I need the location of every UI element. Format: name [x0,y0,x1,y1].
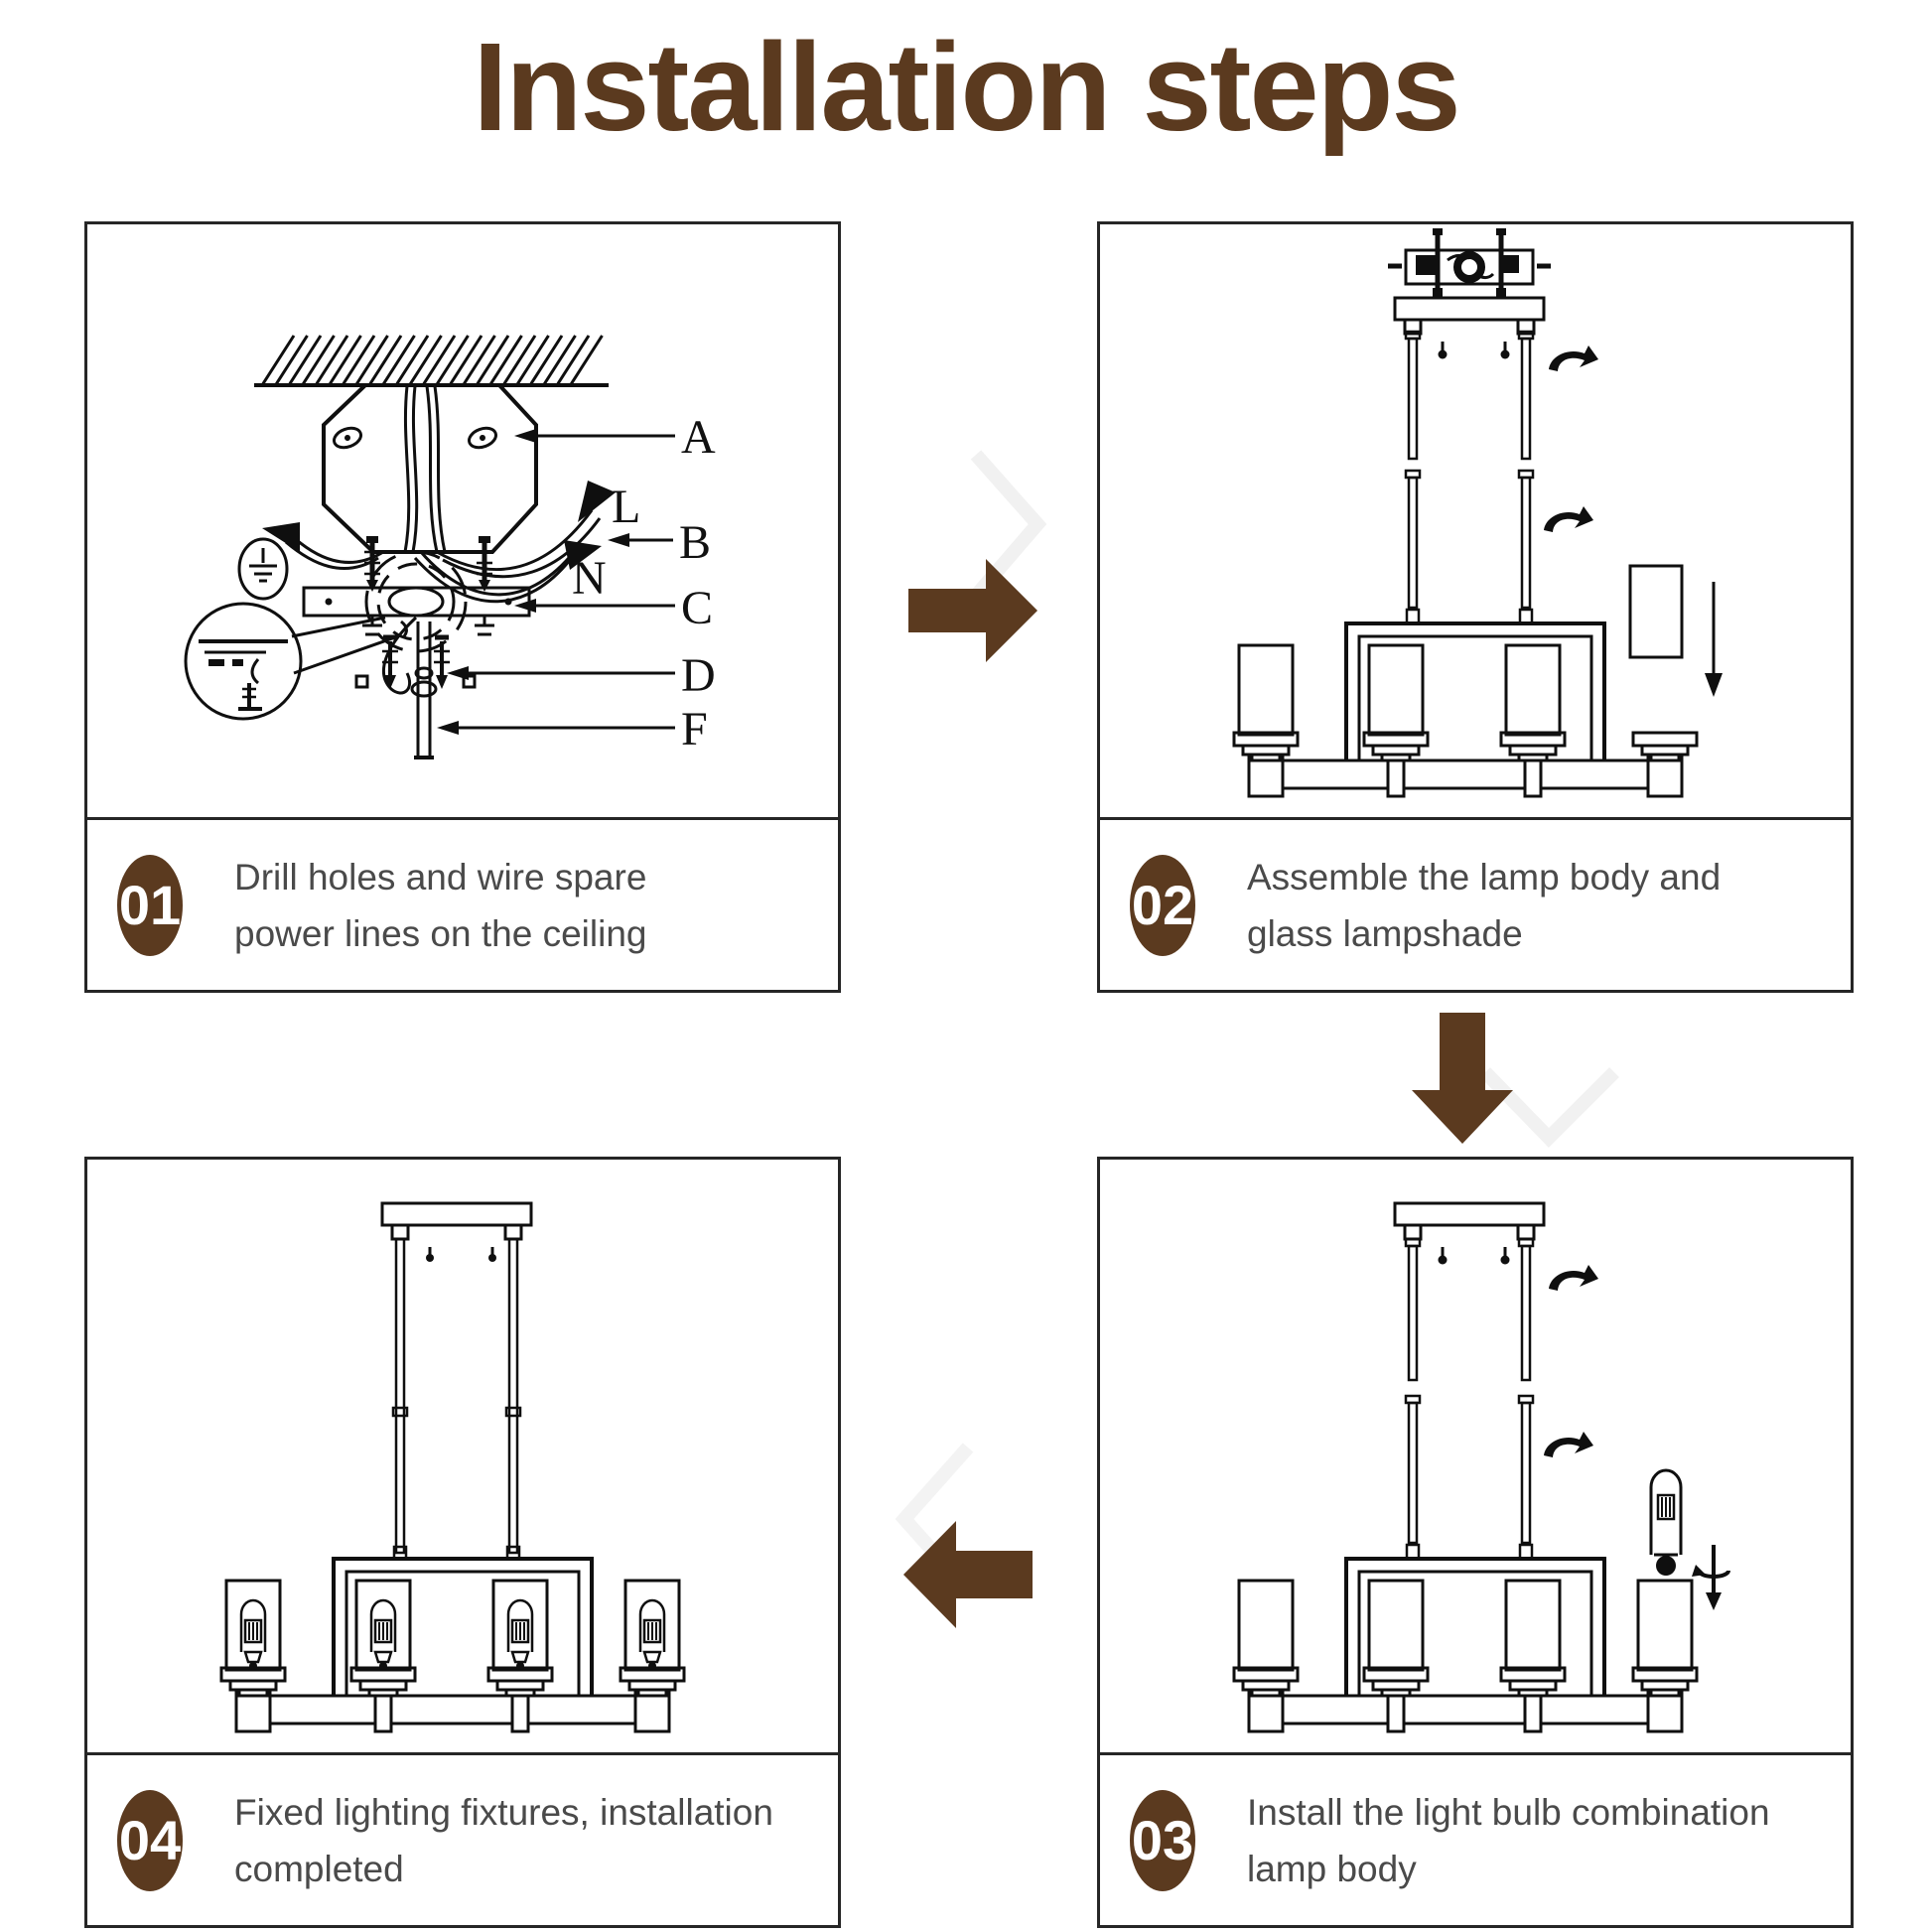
step-caption-01 [87,817,838,990]
wiring-labels [572,411,716,756]
shade-with-bulb [356,1581,410,1670]
shade-with-bulb [625,1581,679,1670]
glass-shades [1239,1581,1692,1670]
step-caption-text: Assemble the lamp body and glass lampshade [1247,856,1722,954]
wiring-label-b: B [679,516,712,569]
rotate-arrow-icon [1544,1432,1593,1457]
step-number-badge: 01 [117,855,183,956]
step-panel-03 [1097,1157,1854,1928]
step-caption-text: Install the light bulb combination lamp body [1247,1791,1770,1889]
screw-in-arrow-icon [1692,1545,1728,1610]
base-bar [236,1688,669,1731]
downrods [1406,332,1533,623]
shade-with-bulb [226,1581,280,1670]
power-wires [262,386,616,602]
step-caption-04 [87,1752,838,1925]
downrods [1406,1239,1533,1559]
step-panel-04 [84,1157,841,1928]
step-caption-text: Fixed lighting fixtures, installation completed [234,1791,773,1889]
rotate-arrow-icon [1544,506,1593,532]
ceiling-wiring-diagram [87,224,838,817]
step-caption-text: Drill holes and wire spare power lines on the ceiling [234,856,647,954]
ceiling-hatch [254,336,609,385]
threaded-rod [412,621,436,758]
wiring-label-c: C [681,582,714,634]
lamp-sockets [1234,733,1697,760]
insert-down-arrow-icon [1705,582,1723,697]
flow-arrow-down-icon [1398,1007,1527,1146]
wiring-label-d: D [681,649,716,702]
lamp-assembly-diagram [1100,224,1851,817]
page-title: Installation steps [473,17,1459,157]
glass-shades-with-bulbs [226,1581,679,1670]
flow-arrow-left-icon [894,1513,1042,1632]
lamp-sockets [1234,1668,1697,1696]
step-caption-02 [1100,817,1851,990]
downrods [393,1239,520,1559]
flow-arrow-right-icon [898,546,1047,675]
step-caption-03 [1100,1752,1851,1925]
completed-fixture-diagram [87,1160,838,1752]
lamp-sockets [221,1668,684,1696]
base-bar [1249,753,1682,796]
light-bulb-icon [1651,1470,1681,1576]
rotate-arrow-icon [1549,345,1598,371]
loose-glass-shade [1630,566,1682,657]
step-panel-01 [84,221,841,993]
step-number-badge: 02 [1130,855,1195,956]
shade-with-bulb [493,1581,547,1670]
wiring-label-n: N [572,552,607,605]
ground-symbol [239,539,287,599]
base-bar [1249,1688,1682,1731]
rotate-arrow-icon [1549,1265,1598,1291]
wiring-leader-arrows [437,429,675,735]
step-number-badge: 04 [117,1790,183,1891]
magnifier-detail [186,604,395,719]
wiring-label-a: A [681,411,716,464]
glass-shades [1239,645,1560,735]
bulb-install-diagram [1100,1160,1851,1752]
step-number-badge: 03 [1130,1790,1195,1891]
wiring-label-f: F [681,703,708,756]
step-panel-02 [1097,221,1854,993]
ceiling-mount-bracket [1388,228,1551,297]
wiring-label-l: L [612,481,641,533]
